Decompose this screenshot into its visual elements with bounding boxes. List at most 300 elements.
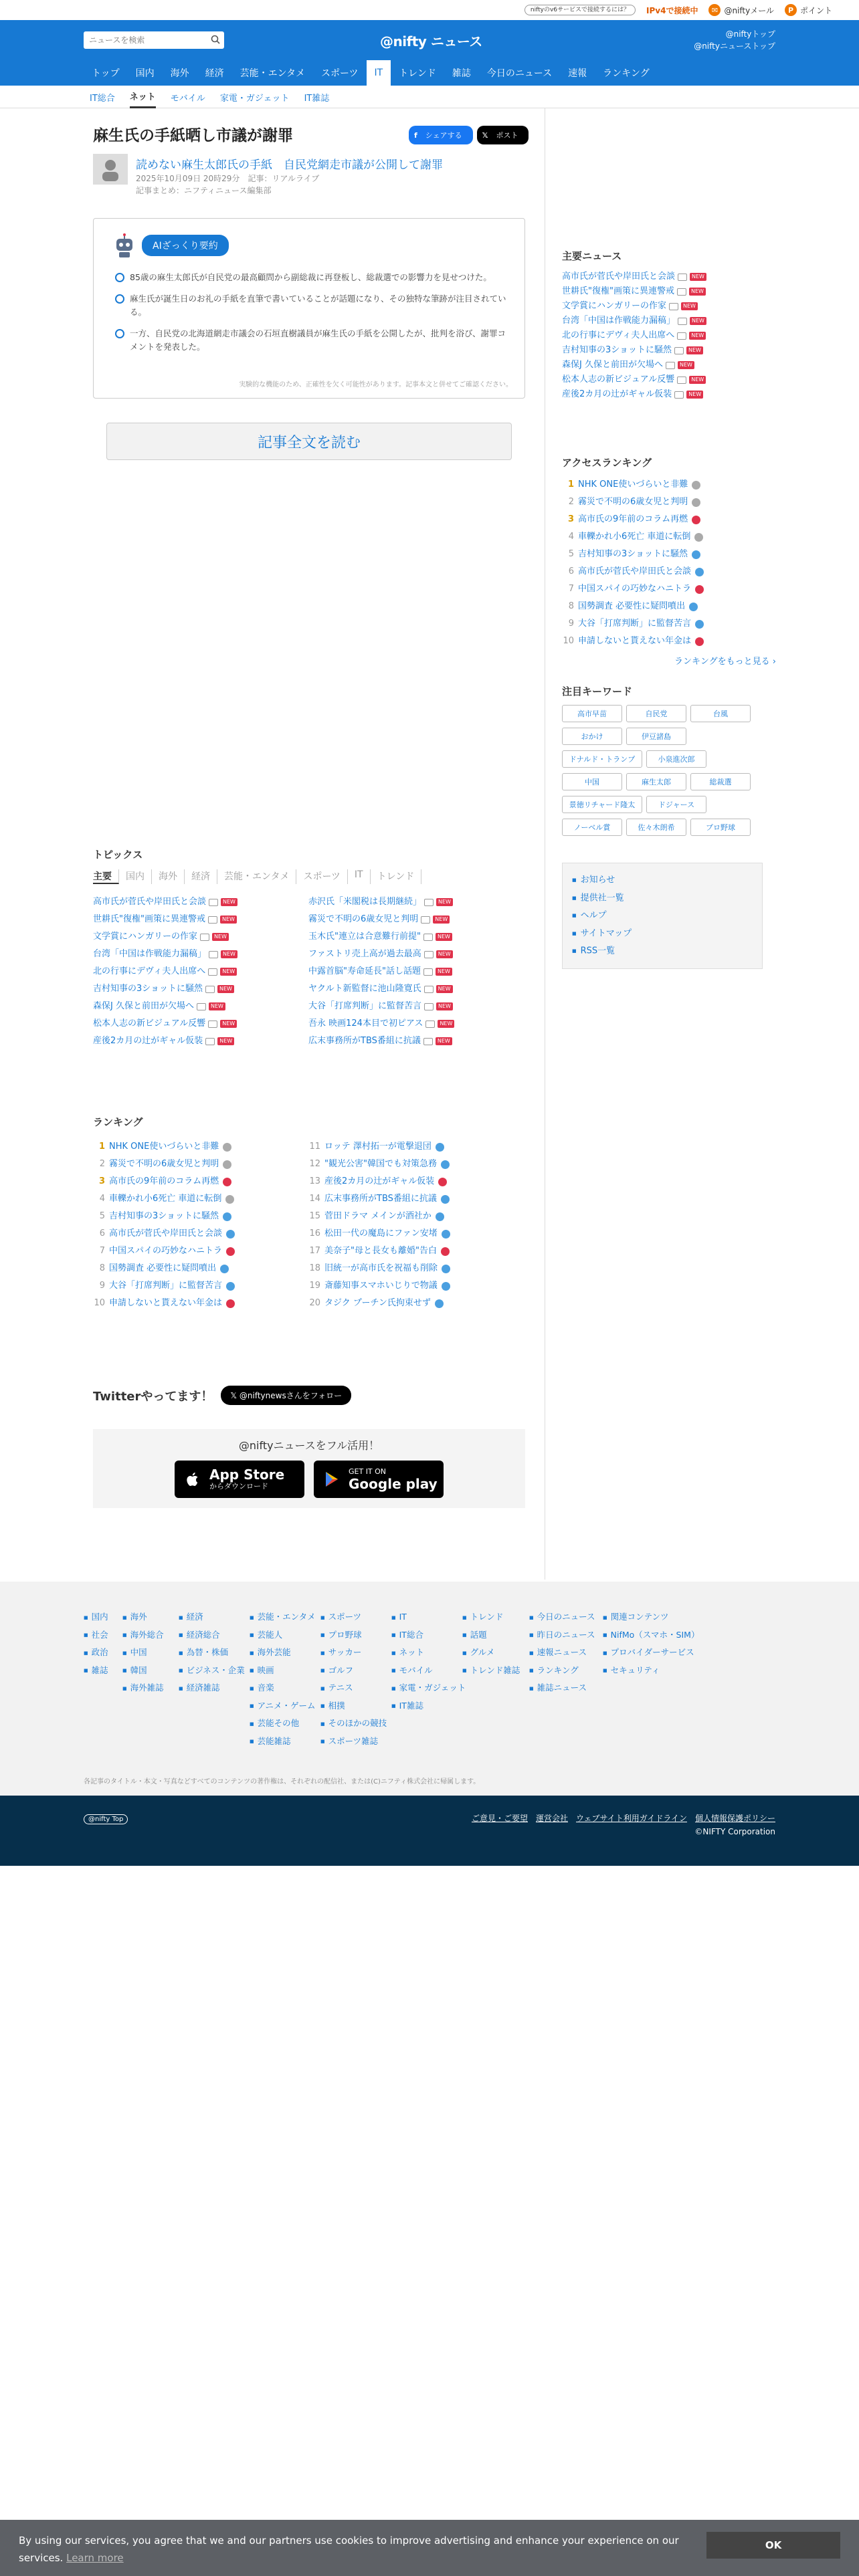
main-news-link[interactable]: 世耕氏"復権"画策に異連警戒 [562, 286, 674, 296]
ranking-section [93, 1115, 535, 1312]
main-news-link[interactable]: 高市氏が菅氏や岸田氏と会談 [562, 272, 676, 282]
lead-headline[interactable]: 読めない麻生太郎氏の手紙 自民党網走市議が公開して謝罪 [136, 158, 443, 172]
nifty-top-logo[interactable]: @nifty Top [84, 1814, 128, 1824]
nav-item[interactable]: 雑誌 [452, 68, 471, 79]
ranking-item[interactable] [93, 1260, 308, 1277]
rank-link[interactable]: 車轢かれ小6死亡 車道に転倒 [578, 532, 691, 542]
topics-tab[interactable]: 経済 [191, 869, 217, 884]
new-badge: NEW [436, 898, 453, 906]
info-link[interactable]: ■ お知らせ [572, 871, 753, 889]
footer-link[interactable]: ■ IT雑誌 [391, 1697, 462, 1715]
twitter-text: Twitterやってます！ [93, 1389, 213, 1404]
main-news-link[interactable]: 産後2カ月の辻がギャル仮装 [562, 389, 672, 399]
new-badge: NEW [438, 1020, 454, 1028]
keyword-tag[interactable]: 自民党 [626, 705, 686, 722]
footer-column [84, 1608, 122, 1750]
footer-link[interactable]: ■ そのほかの競技 [320, 1715, 391, 1733]
footer-bottom-link[interactable]: 個人情報保護ポリシー [694, 1814, 775, 1823]
footer-link[interactable]: ■ 国内 [84, 1608, 122, 1626]
topic-item[interactable] [93, 928, 308, 946]
camera-icon [197, 1003, 206, 1010]
rank-trend-icon [435, 1299, 444, 1308]
rank-link[interactable]: 松田一代の魔島にファン安堵 [324, 1228, 438, 1239]
nav-item[interactable]: スポーツ [321, 68, 359, 79]
new-badge: NEW [433, 916, 450, 924]
main-news-item[interactable] [562, 387, 776, 402]
ranking-item[interactable] [93, 1156, 308, 1173]
rank-number: 2 [568, 497, 574, 507]
topics-tab[interactable]: トレンド [377, 869, 422, 884]
info-link[interactable]: ■ 提供社一覧 [572, 889, 753, 907]
ipv4-status[interactable]: IPv4で接続中 [646, 5, 698, 15]
rank-link[interactable]: 菅田ドラマ メインが酒社か [324, 1211, 432, 1221]
camera-icon [205, 986, 215, 993]
access-rank-item[interactable] [562, 528, 776, 546]
x-post-button[interactable] [477, 126, 529, 144]
topic-item[interactable] [93, 911, 308, 928]
keyword-tag[interactable]: 台風 [690, 705, 751, 722]
topic-link[interactable]: 世耕氏"復権"画策に異連警戒 [93, 914, 205, 924]
footer-link[interactable]: ■ 芸能その他 [250, 1715, 320, 1733]
rank-number: 4 [99, 1194, 105, 1204]
info-links-box [562, 863, 763, 969]
main-news-item[interactable] [562, 299, 776, 314]
footer-link[interactable]: ■ 経済雑誌 [179, 1679, 250, 1697]
footer-link[interactable]: ■ アニメ・ゲーム [250, 1697, 320, 1715]
keyword-tag[interactable]: ドジャース [646, 796, 706, 813]
rank-link[interactable]: 高市氏が菅氏や岸田氏と会談 [578, 566, 692, 576]
rank-link[interactable]: 中国スパイの巧妙なハニトラ [109, 1246, 223, 1256]
rank-link[interactable]: NHK ONE使いづらいと非難 [109, 1142, 219, 1152]
nav-item[interactable]: トレンド [399, 68, 436, 79]
rank-trend-icon [692, 550, 700, 559]
ranking-item[interactable] [308, 1243, 524, 1260]
topic-link[interactable]: 台湾「中国は作戦能力漏稿」 [93, 949, 207, 959]
keyword-tag[interactable]: 小泉進次郎 [646, 750, 706, 768]
topic-item[interactable] [93, 946, 308, 963]
main-news-item[interactable] [562, 358, 776, 372]
footer-link[interactable]: ■ 芸能・エンタメ [250, 1608, 320, 1626]
rank-number: 12 [309, 1159, 320, 1169]
app-promo [93, 1429, 525, 1508]
main-news-item[interactable] [562, 372, 776, 387]
rank-link[interactable]: NHK ONE使いづらいと非難 [578, 479, 688, 490]
footer-link[interactable]: ■ プロバイダーサービス [603, 1644, 670, 1662]
keyword-tag[interactable]: 高市早苗 [562, 705, 622, 722]
topic-item[interactable] [308, 980, 524, 998]
keyword-tag[interactable]: ノーベル賞 [562, 819, 622, 836]
topic-link[interactable]: 吾永 映画124本目で初ピアス [308, 1018, 423, 1029]
topics-tabs [93, 869, 535, 884]
ranking-item[interactable] [93, 1173, 308, 1190]
footer-link[interactable]: ■ 関連コンテンツ [603, 1608, 670, 1626]
topic-link[interactable]: ファストリ売上高が過去最高 [308, 949, 421, 959]
rank-number: 17 [309, 1246, 320, 1256]
ranking-item[interactable] [308, 1260, 524, 1277]
topics-section [93, 847, 535, 1050]
footer-link[interactable]: ■ ネット [391, 1644, 462, 1662]
rank-trend-icon [436, 1212, 444, 1221]
access-rank-item[interactable] [562, 598, 776, 615]
topic-item[interactable] [308, 946, 524, 963]
footer-link[interactable]: ■ ゴルフ [320, 1662, 391, 1680]
camera-icon [208, 1021, 217, 1028]
ranking-item[interactable] [308, 1225, 524, 1243]
access-rank-item[interactable] [562, 494, 776, 511]
subnav-item[interactable]: IT雑誌 [304, 93, 330, 104]
cookie-ok-button[interactable]: OK [706, 2532, 840, 2559]
main-news-link[interactable]: 松本人志の新ビジュアル反響 [562, 374, 675, 385]
footer-link[interactable]: ■ 社会 [84, 1626, 122, 1644]
ranking-item[interactable] [308, 1173, 524, 1190]
info-link[interactable]: ■ ヘルプ [572, 907, 753, 925]
keyword-tag[interactable]: プロ野球 [690, 819, 751, 836]
topics-tab[interactable]: 主要 [93, 869, 119, 884]
rank-link[interactable]: 広末事務所がTBS番組に抗議 [324, 1194, 437, 1204]
main-news-link[interactable]: 吉村知事の3ショットに騒然 [562, 345, 672, 355]
topic-item[interactable] [308, 928, 524, 946]
nav-item[interactable]: 国内 [135, 68, 155, 79]
camera-icon [205, 1038, 215, 1045]
footer-link[interactable]: ■ 海外芸能 [250, 1644, 320, 1662]
mail-link[interactable] [708, 4, 774, 16]
rank-link[interactable]: 車轢かれ小6死亡 車道に転倒 [109, 1194, 222, 1204]
ranking-item[interactable] [308, 1156, 524, 1173]
rank-number: 15 [309, 1211, 320, 1221]
rank-number: 5 [99, 1211, 105, 1221]
footer-link[interactable]: ■ 経済 [179, 1608, 250, 1626]
topic-link[interactable]: 森保J 久保と前田が欠場へ [93, 1001, 194, 1011]
new-badge: NEW [221, 950, 237, 958]
footer-link[interactable]: ■ プロ野球 [320, 1626, 391, 1644]
rank-link[interactable]: 国勢調査 必要性に疑問噴出 [109, 1263, 217, 1273]
keyword-tag[interactable]: 中国 [562, 773, 622, 790]
site-logo[interactable]: @nifty ニュース [380, 33, 482, 49]
footer-link[interactable]: ■ 中国 [122, 1644, 179, 1662]
topic-item[interactable] [308, 1015, 524, 1033]
app-store-button[interactable] [175, 1461, 304, 1498]
ranking-item[interactable] [93, 1277, 308, 1295]
keyword-tag[interactable]: 佐々木朗希 [626, 819, 686, 836]
keyword-tag[interactable]: ドナルド・トランプ [562, 750, 642, 768]
footer-link[interactable]: ■ グルメ [462, 1644, 529, 1662]
footer-link[interactable]: ■ 話題 [462, 1626, 529, 1644]
new-badge: NEW [690, 317, 706, 325]
camera-icon [421, 916, 430, 924]
footer-link[interactable]: ■ サッカー [320, 1644, 391, 1662]
ranking-item[interactable] [93, 1295, 308, 1312]
topic-item[interactable] [308, 893, 524, 911]
footer-link[interactable]: ■ 芸能人 [250, 1626, 320, 1644]
nav-item[interactable]: トップ [92, 68, 120, 79]
keyword-tag[interactable]: 麻生太郎 [626, 773, 686, 790]
access-rank-item[interactable] [562, 580, 776, 598]
footer-link[interactable]: ■ ビジネス・企業 [179, 1662, 250, 1680]
rank-number: 11 [309, 1142, 320, 1152]
footer-link[interactable]: ■ 映画 [250, 1662, 320, 1680]
topic-link[interactable]: 霧災で不明の6歳女児と判明 [308, 914, 419, 924]
rank-link[interactable]: 斎藤知事スマホいじりで物議 [324, 1281, 438, 1291]
footer-bottom-link[interactable]: 運営会社 [536, 1814, 569, 1823]
footer-link[interactable]: ■ モバイル [391, 1662, 462, 1680]
topics-tab[interactable]: 国内 [126, 869, 152, 884]
topic-item[interactable] [308, 1033, 524, 1050]
rank-link[interactable]: 吉村知事の3ショットに騒然 [578, 549, 688, 559]
search-box[interactable] [84, 31, 224, 49]
nav-item[interactable]: 海外 [170, 68, 189, 79]
footer-link[interactable]: ■ 今日のニュース [529, 1608, 603, 1626]
footer-link[interactable]: ■ ランキング [529, 1662, 603, 1680]
rank-trend-icon [436, 1143, 444, 1152]
topic-link[interactable]: 広末事務所がTBS番組に抗議 [308, 1036, 421, 1046]
search-input[interactable] [89, 35, 203, 45]
subnav-item[interactable]: モバイル [170, 93, 205, 104]
main-news-item[interactable] [562, 284, 776, 299]
footer-link[interactable]: ■ 音楽 [250, 1679, 320, 1697]
rank-link[interactable]: 高市氏の9年前のコラム再燃 [578, 514, 688, 524]
rank-number: 5 [568, 549, 574, 559]
main-news-item[interactable] [562, 343, 776, 358]
topic-link[interactable]: 松本人志の新ビジュアル反響 [93, 1018, 206, 1029]
more-ranking-link[interactable]: ランキングをもっと見る › [674, 657, 776, 667]
learn-more-link[interactable]: Learn more [66, 2552, 124, 2564]
nav-item[interactable]: 速報 [568, 68, 587, 79]
camera-icon [666, 362, 675, 369]
ranking-item[interactable] [93, 1138, 308, 1156]
topic-link[interactable]: 文学賞にハンガリーの作家 [93, 932, 198, 942]
news-top-link[interactable]: @niftyニューストップ [694, 41, 775, 51]
topics-tab[interactable]: スポーツ [303, 869, 347, 884]
topic-item[interactable] [93, 893, 308, 911]
search-icon[interactable] [211, 35, 220, 44]
keywords-box [562, 684, 776, 836]
access-rank-item[interactable] [562, 546, 776, 563]
footer-link[interactable]: ■ 海外総合 [122, 1626, 179, 1644]
footer-link[interactable]: ■ IT総合 [391, 1626, 462, 1644]
camera-icon [677, 332, 686, 340]
rank-trend-icon [442, 1230, 450, 1239]
topic-item[interactable] [308, 963, 524, 980]
footer-link[interactable]: ■ 芸能雑誌 [250, 1733, 320, 1751]
ranking-item[interactable] [308, 1208, 524, 1225]
footer-link[interactable]: ■ トレンド [462, 1608, 529, 1626]
topic-item[interactable] [93, 963, 308, 980]
rank-link[interactable]: 申請しないと貰えない年金は [578, 636, 692, 646]
footer-link[interactable]: ■ 相撲 [320, 1697, 391, 1715]
footer-link[interactable]: ■ 海外 [122, 1608, 179, 1626]
footer-link[interactable]: ■ 経済総合 [179, 1626, 250, 1644]
topics-tab[interactable]: IT [355, 869, 371, 884]
ranking-item[interactable] [93, 1208, 308, 1225]
footer-link[interactable]: ■ 政治 [84, 1644, 122, 1662]
topic-link[interactable]: 産後2カ月の辻がギャル仮装 [93, 1036, 203, 1046]
rank-link[interactable]: 美奈子"母と長女も離婚"告白 [324, 1246, 437, 1256]
rank-link[interactable]: タジク プーチン氏拘束せず [324, 1298, 431, 1308]
nav-item[interactable]: ランキング [603, 68, 650, 79]
access-rank-item[interactable] [562, 476, 776, 494]
topics-tab[interactable]: 芸能・エンタメ [224, 869, 296, 884]
rank-link[interactable]: 大谷「打席判断」に監督苦言 [578, 619, 692, 629]
main-news-link[interactable]: 台湾「中国は作戦能力漏稿」 [562, 316, 676, 326]
topic-link[interactable]: 中露首脳"寿命延長"話し話題 [308, 966, 421, 976]
main-news-item[interactable] [562, 270, 776, 284]
topic-link[interactable]: 吉村知事の3ショットに騒然 [93, 984, 203, 994]
rank-link[interactable]: 国勢調査 必要性に疑問噴出 [578, 601, 686, 611]
google-play-button[interactable] [314, 1461, 444, 1498]
subnav-item[interactable]: ネット [130, 86, 156, 108]
access-rank-item[interactable] [562, 615, 776, 633]
subnav-item[interactable]: IT総合 [90, 93, 115, 104]
topics-tab[interactable]: 海外 [159, 869, 185, 884]
footer-link[interactable]: ■ 昨日のニュース [529, 1626, 603, 1644]
ranking-item[interactable] [308, 1277, 524, 1295]
footer-column [603, 1608, 700, 1750]
footer-column [529, 1608, 603, 1750]
ranking-item[interactable] [93, 1243, 308, 1260]
rank-number: 20 [309, 1298, 320, 1308]
footer-link[interactable]: ■ 韓国 [122, 1662, 179, 1680]
facebook-icon: f [414, 130, 417, 140]
summary-item [115, 327, 514, 354]
rank-trend-icon [223, 1178, 231, 1186]
topic-link[interactable]: ヤクルト新監督に池山隆寛氏 [308, 984, 421, 994]
camera-icon [200, 934, 209, 941]
rank-link[interactable]: 吉村知事の3ショットに騒然 [109, 1211, 219, 1221]
rank-number: 13 [309, 1176, 320, 1186]
rank-link[interactable]: 霧災で不明の6歳女児と判明 [578, 497, 688, 507]
ranking-item[interactable] [308, 1295, 524, 1312]
footer-link[interactable]: ■ 速報ニュース [529, 1644, 603, 1662]
topic-item[interactable] [93, 998, 308, 1015]
ranking-item[interactable] [308, 1138, 524, 1156]
rank-trend-icon [226, 1230, 235, 1239]
topic-link[interactable]: 大谷「打席判断」に監督苦言 [308, 1001, 422, 1011]
access-rank-item[interactable] [562, 633, 776, 650]
topic-link[interactable]: 赤沢氏「米閣税は長期継続」 [308, 897, 422, 907]
rank-link[interactable]: 霧災で不明の6歳女児と判明 [109, 1159, 219, 1169]
footer-link[interactable]: ■ 雑誌ニュース [529, 1679, 603, 1697]
rank-link[interactable]: 大谷「打席判断」に監督苦言 [109, 1281, 223, 1291]
rank-number: 6 [568, 566, 574, 576]
keyword-tag[interactable]: 伊豆諸島 [626, 728, 686, 745]
main-news-link[interactable]: 文学賞にハンガリーの作家 [562, 301, 667, 311]
new-badge: NEW [217, 1037, 234, 1045]
main-news-item[interactable] [562, 328, 776, 343]
read-full-article-button[interactable]: 記事全文を読む [106, 423, 512, 460]
rank-number: 8 [568, 601, 574, 611]
keyword-tag[interactable]: 景徳リチャード隆太 [562, 796, 642, 813]
footer [0, 1582, 859, 1796]
footer-link[interactable]: ■ トレンド雑誌 [462, 1662, 529, 1680]
rank-link[interactable]: 旧統一が高市氏を祝福も削除 [324, 1263, 438, 1273]
info-link[interactable]: ■ サイトマップ [572, 925, 753, 943]
nav-item[interactable]: IT [367, 60, 391, 86]
footer-link[interactable]: ■ 海外雑誌 [122, 1679, 179, 1697]
app-store-name: App Store [209, 1467, 285, 1483]
ranking-item[interactable] [308, 1190, 524, 1208]
nifty-top-link[interactable]: @niftyトップ [725, 29, 775, 39]
article-lead [93, 154, 443, 196]
footer-link[interactable]: ■ テニス [320, 1679, 391, 1697]
ranking-item[interactable] [93, 1225, 308, 1243]
footer-link[interactable]: ■ スポーツ [320, 1608, 391, 1626]
topic-link[interactable]: 玉木氏"連立は合意難行前提" [308, 932, 421, 942]
topic-item[interactable] [308, 911, 524, 928]
main-news-item[interactable] [562, 314, 776, 328]
rank-number: 19 [309, 1281, 320, 1291]
subnav-item[interactable]: 家電・ガジェット [219, 93, 290, 104]
rank-link[interactable]: 高市氏が菅氏や岸田氏と会談 [109, 1228, 223, 1239]
footer-bottom-link[interactable]: ウェブサイト利用ガイドライン [576, 1814, 687, 1823]
topic-item[interactable] [308, 998, 524, 1015]
rank-link[interactable]: 申請しないと貰えない年金は [109, 1298, 223, 1308]
rank-link[interactable]: "観光公害"韓国でも対策急務 [324, 1159, 437, 1169]
article-title: 麻生氏の手紙晒し市議が謝罪 [93, 127, 293, 144]
footer-link[interactable]: ■ 家電・ガジェット [391, 1679, 462, 1697]
rank-trend-icon [226, 1282, 235, 1291]
nav-item[interactable]: 経済 [205, 68, 224, 79]
rank-number: 8 [99, 1263, 105, 1273]
facebook-share-button[interactable] [409, 126, 473, 144]
summary-text: 一方、自民党の北海道網走市議会の石垣直樹議員が麻生氏の手紙を公開したが、批判を浴び、謝罪コメントを発表した。 [130, 328, 506, 352]
topics-heading: トピックス [93, 849, 143, 861]
keyword-tag[interactable]: おかけ [562, 728, 622, 745]
topic-item[interactable] [93, 980, 308, 998]
camera-icon [209, 899, 218, 906]
footer-link[interactable]: ■ NifMo（スマホ・SIM） [603, 1626, 670, 1644]
new-badge: NEW [220, 1020, 237, 1028]
camera-icon [423, 968, 433, 976]
ranking-item[interactable] [93, 1190, 308, 1208]
camera-icon [424, 899, 434, 906]
camera-icon [678, 274, 687, 281]
nav-item[interactable]: 今日のニュース [486, 68, 553, 79]
v6-badge[interactable]: niftyのv6サービスで接続するには？ [524, 5, 636, 15]
point-link[interactable] [785, 4, 832, 16]
access-rank-item[interactable] [562, 511, 776, 528]
rank-link[interactable]: 中国スパイの巧妙なハニトラ [578, 584, 692, 594]
twitter-follow-button[interactable]: 𝕏 @niftynewsさんをフォロー [221, 1386, 351, 1405]
rank-link[interactable]: 産後2カ月の辻がギャル仮装 [324, 1176, 435, 1186]
point-label: ポイント [799, 5, 832, 15]
summary-text: 85歳の麻生太郎氏が自民党の最高顧問から副総裁に再登板し、総裁選での影響力を見せつけた。 [130, 272, 492, 282]
rank-link[interactable]: 高市氏の9年前のコラム再燃 [109, 1176, 219, 1186]
footer-link[interactable]: ■ スポーツ雑誌 [320, 1733, 391, 1751]
main-news-link[interactable]: 森保J 久保と前田が欠場へ [562, 360, 663, 370]
rank-link[interactable]: ロッテ 澤村拓一が電撃退団 [324, 1142, 432, 1152]
topic-item[interactable] [93, 1033, 308, 1050]
nav-item[interactable]: 芸能・エンタメ [240, 68, 306, 79]
access-rank-item[interactable] [562, 563, 776, 580]
rank-number: 1 [567, 479, 574, 490]
google-play-icon [322, 1469, 342, 1489]
footer-link[interactable]: ■ セキュリティ [603, 1662, 670, 1680]
info-link[interactable]: ■ RSS一覧 [572, 942, 753, 960]
app-promo-title: @niftyニュースをフル活用！ [238, 1439, 380, 1452]
main-news-link[interactable]: 北の行事にデヴィ夫人出席へ [562, 330, 675, 340]
topic-item[interactable] [93, 1015, 308, 1033]
footer-link[interactable]: ■ IT [391, 1608, 462, 1626]
footer-link[interactable]: ■ 雑誌 [84, 1662, 122, 1680]
rank-number: 2 [99, 1159, 105, 1169]
footer-bottom-link[interactable]: ご意見・ご要望 [471, 1814, 528, 1823]
topic-link[interactable]: 高市氏が菅氏や岸田氏と会談 [93, 897, 207, 907]
keyword-tag[interactable]: 総裁選 [690, 773, 751, 790]
rank-trend-icon [695, 620, 704, 629]
keywords-heading: 注目キーワード [562, 685, 633, 697]
topic-link[interactable]: 北の行事にデヴィ夫人出席へ [93, 966, 206, 976]
footer-link[interactable]: ■ 為替・株価 [179, 1644, 250, 1662]
